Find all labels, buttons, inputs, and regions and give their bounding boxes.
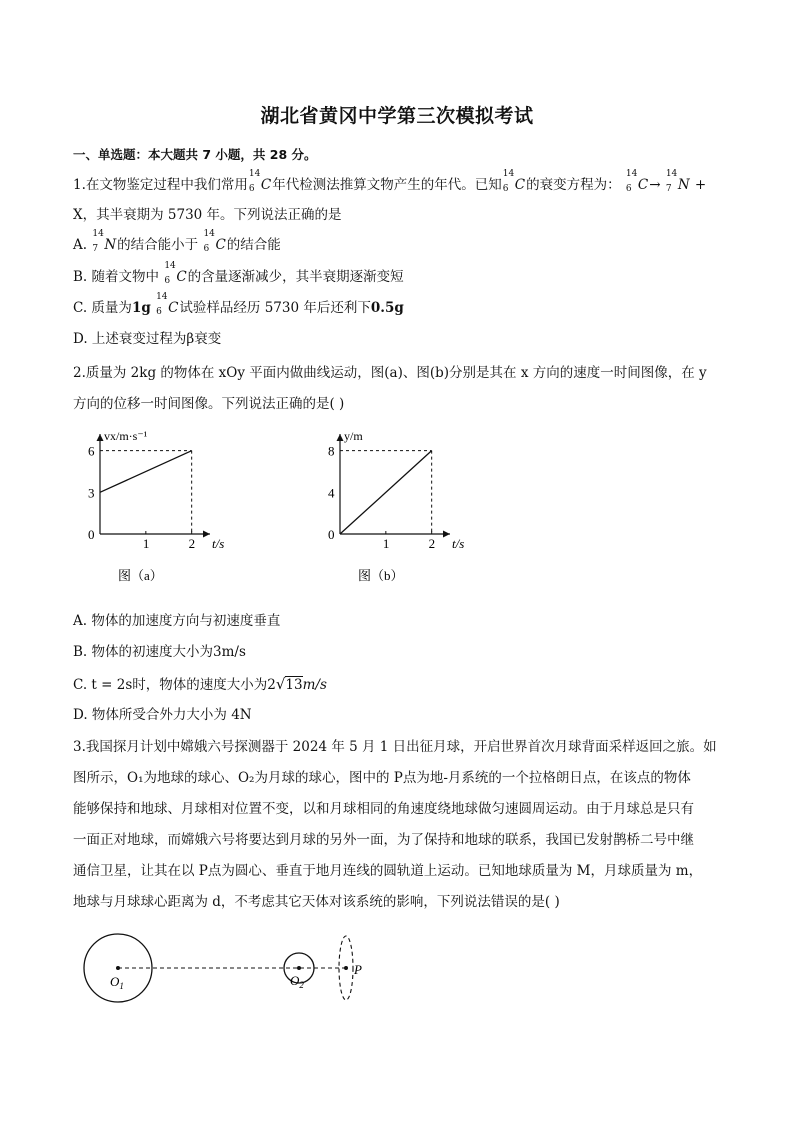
y-tick-label: 0	[88, 527, 95, 542]
q3-stem-line: 3.我国探月计划中嫦娥六号探测器于 2024 年 5 月 1 日出征月球，开启世界首次月球背面采样返回之旅。如	[73, 739, 717, 755]
q1-option-c: C. 质量为1g 14 6 C试验样品经历 5730 年后还利下0.5g	[73, 291, 404, 317]
x-axis-label: t/s	[212, 536, 225, 551]
x-tick-label: 1	[142, 536, 150, 551]
q1-stem-line1: 1.在文物鉴定过程中我们常用 14 6 C年代检测法推算文物产生的年代。已知 14 6 C的衰变方程为： 14 6 C→ 14 7 N +	[73, 168, 707, 194]
x-tick-label: 2	[188, 536, 196, 551]
y-tick-label: 4	[328, 485, 335, 501]
lagrange-point-dot	[344, 966, 348, 970]
y-tick-label: 0	[328, 527, 335, 542]
svg-text:P: P	[354, 962, 362, 977]
q2-option-d: D. 物体所受合外力大小为 4N	[73, 707, 252, 723]
q3-stem-line: 通信卫星，让其在以 P点为圆心、垂直于地月连线的圆轨道上运动。已知地球质量为 M，月球质量为 m，	[73, 863, 703, 879]
q2-option-b: B. 物体的初速度大小为3m/s	[73, 644, 246, 660]
nuclide-c14: 14 6 C	[248, 168, 272, 194]
q1-option-b: B. 随着文物中 14 6 C的含量逐渐减少，其半衰期逐渐变短	[73, 260, 404, 286]
chart-caption: 图（a）	[118, 568, 163, 583]
y-tick-label: 6	[88, 443, 95, 459]
q3-stem-line: 一面正对地球，而嫦娥六号将要达到月球的另外一面，为了保持和地球的联系，我国已发射鹊桥二号中继	[73, 832, 694, 848]
data-line	[340, 451, 432, 534]
q1-option-a: A. 14 7 N的结合能小于 14 6 C的结合能	[73, 228, 281, 254]
section-heading: 一、单选题：本大题共 7 小题，共 28 分。	[73, 147, 317, 162]
q3-stem-line: 图所示，O₁为地球的球心、O₂为月球的球心，图中的 P点为地-月系统的一个拉格朗日点，在该点的物体	[73, 770, 691, 786]
q2-option-c: C. t = 2s时，物体的速度大小为2√13m/s	[73, 675, 327, 693]
svg-text:O1: $O_1$	[110, 974, 124, 991]
x-tick-label: 2	[428, 536, 436, 551]
y-tick-label: 3	[88, 485, 95, 501]
q2-stem-line1: 2.质量为 2kg 的物体在 xOy 平面内做曲线运动，图(a)、图(b)分别是其在 x 方向的速度一时间图像，在 y	[73, 365, 707, 381]
x-axis-label: t/s	[452, 536, 465, 551]
y-axis-label: y/m	[344, 429, 363, 443]
q2-stem-line2: 方向的位移一时间图像。下列说法正确的是( )	[73, 396, 345, 412]
q2-option-a: A. 物体的加速度方向与初速度垂直	[73, 613, 281, 629]
q3-stem-line: 能够保持和地球、月球相对位置不变，以和月球相同的角速度绕地球做匀速圆周运动。由于月球总是只有	[73, 801, 694, 817]
svg-text:O2: $O_2$	[290, 973, 304, 990]
chart-caption: 图（b）	[358, 568, 404, 583]
q3-stem-line: 地球与月球球心距离为 d，不考虑其它天体对该系统的影响，下列说法错误的是( )	[73, 894, 560, 910]
x-tick-label: 1	[382, 536, 390, 551]
data-line	[100, 451, 192, 493]
earth-moon-diagram	[78, 928, 378, 1008]
chart-b	[318, 424, 468, 594]
moon-center-dot	[297, 966, 301, 970]
page-title: 湖北省黄冈中学第三次模拟考试	[260, 105, 534, 127]
q1-stem-line2: X，其半衰期为 5730 年。下列说法正确的是	[73, 207, 342, 223]
y-tick-label: 8	[328, 443, 335, 459]
q1-option-d: D. 上述衰变过程为β衰变	[73, 331, 222, 347]
y-axis-label: vx/m·s⁻¹	[104, 429, 148, 443]
chart-a	[78, 424, 228, 594]
